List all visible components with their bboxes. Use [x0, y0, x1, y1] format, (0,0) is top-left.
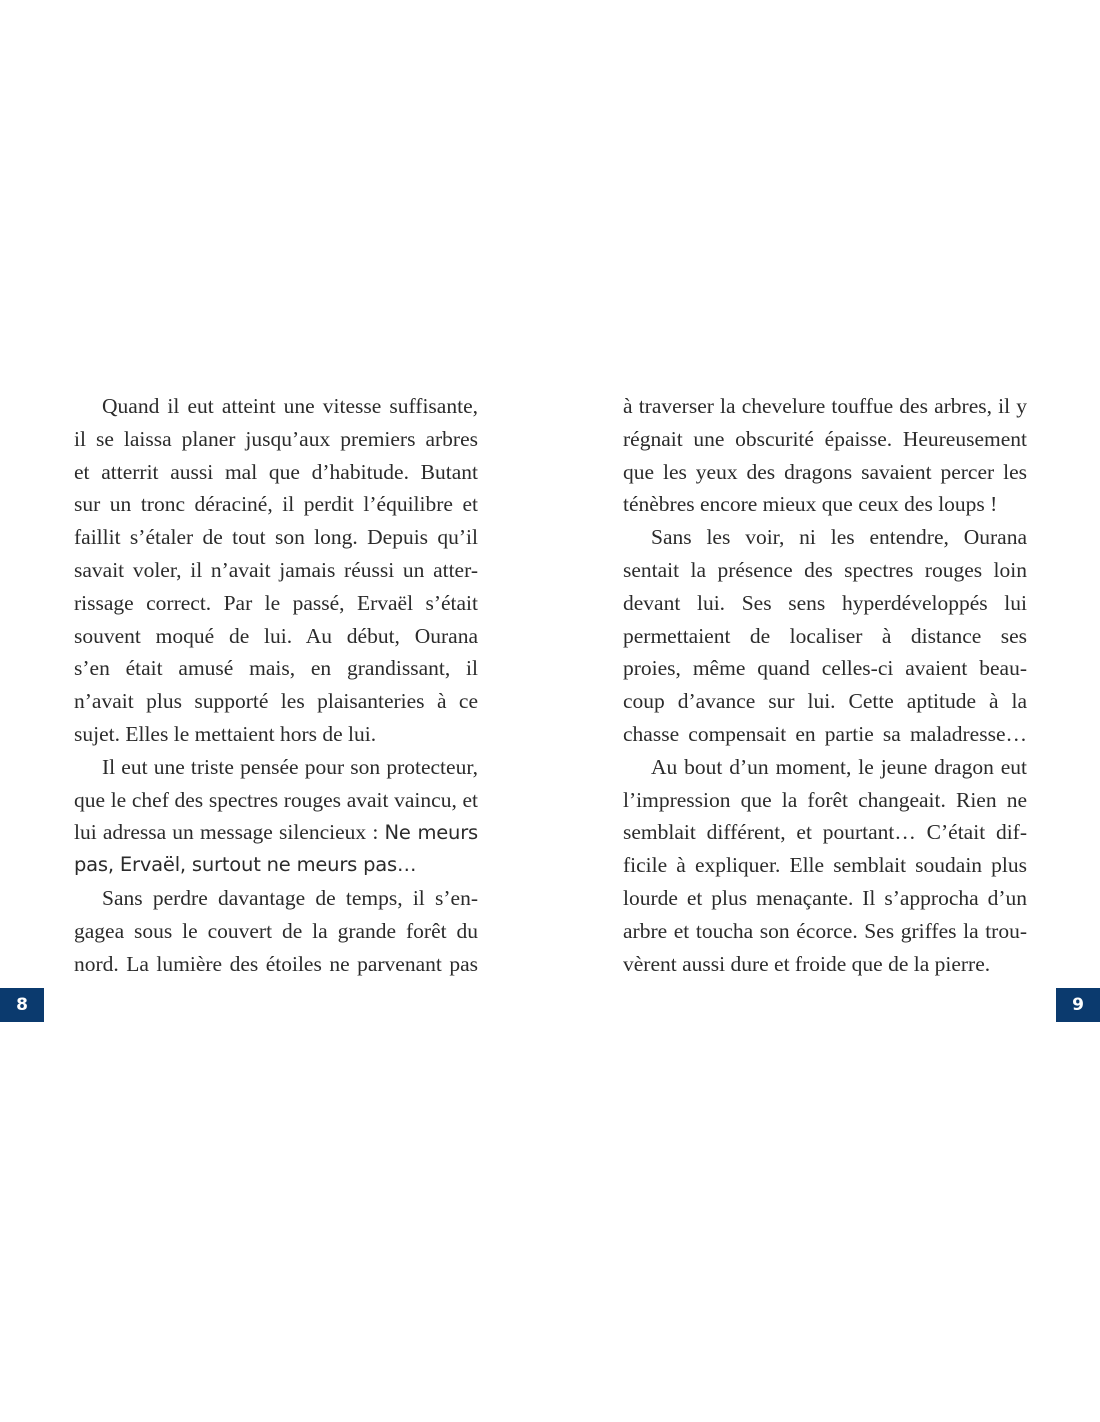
text-line: permettaient de localiser à distance ses: [623, 623, 1027, 648]
text-line: ficile à expliquer. Elle semblait soudain plus: [623, 853, 1027, 878]
text-line: que le chef des spectres rouges avait vaincu, et: [74, 787, 478, 812]
text-line: nord. La lumière des étoiles ne parvenant pas: [74, 951, 478, 976]
page-number-left: 8: [0, 988, 44, 1022]
page-number-right: 9: [1056, 988, 1100, 1022]
text-line: sentait la présence des spectres rouges loin: [623, 557, 1027, 582]
text-line: Sans les voir, ni les entendre, Ourana: [651, 525, 1027, 550]
text-line: à traverser la chevelure touffue des arbres, il y: [623, 394, 1027, 418]
telepathic-message: pas, Ervaël, surtout ne meurs pas…: [74, 853, 417, 877]
text-line: savait voler, il n’avait jamais réussi un atter-: [74, 557, 478, 582]
text-line: régnait une obscurité épaisse. Heureusement: [623, 426, 1027, 451]
text-line: chasse compensait en partie sa maladresse…: [623, 721, 1027, 746]
text-line: que les yeux des dragons savaient percer les: [623, 459, 1027, 484]
text-line: et atterrit aussi mal que d’habitude. Butant: [74, 459, 478, 484]
text-line: gagea sous le couvert de la grande forêt du: [74, 918, 478, 943]
text-line: Au bout d’un moment, le jeune dragon eut: [651, 754, 1027, 779]
text-segment: lui adressa un message silencieux :: [74, 820, 385, 845]
text-line: proies, même quand celles-ci avaient beau-: [623, 656, 1027, 681]
text-line: ténèbres encore mieux que ceux des loups !: [623, 492, 998, 517]
text-line: il se laissa planer jusqu’aux premiers arbres: [74, 426, 478, 451]
text-line: n’avait plus supporté les plaisanteries à ce: [74, 689, 478, 714]
text-line: souvent moqué de lui. Au début, Ourana: [74, 623, 478, 648]
text-line: arbre et toucha son écorce. Ses griffes la trou-: [623, 918, 1027, 943]
text-line: semblait différent, et pourtant… C’était dif-: [623, 820, 1027, 845]
telepathic-message: Ne meurs: [384, 821, 478, 845]
right-page-text: [623, 390, 1027, 980]
text-line: devant lui. Ses sens hyperdéveloppés lui: [623, 590, 1027, 615]
text-line: vèrent aussi dure et froide que de la pierre.: [623, 951, 991, 976]
text-line: lourde et plus menaçante. Il s’approcha d’un: [623, 885, 1027, 910]
text-line: sur un tronc déraciné, il perdit l’équilibre et: [74, 492, 478, 517]
text-line: Sans perdre davantage de temps, il s’en-: [102, 885, 478, 910]
text-line: sujet. Elles le mettaient hors de lui.: [74, 721, 377, 746]
text-line: rissage correct. Par le passé, Ervaël s’était: [74, 590, 478, 615]
text-line: s’en était amusé mais, en grandissant, il: [74, 656, 478, 681]
text-line: Quand il eut atteint une vitesse suffisante,: [102, 394, 478, 418]
text-line: faillit s’étaler de tout son long. Depuis qu’il: [74, 525, 478, 550]
text-line-mixed: [74, 816, 478, 849]
text-line: Il eut une triste pensée pour son protecteur,: [102, 754, 478, 779]
left-page-text: [74, 390, 478, 980]
text-line: coup d’avance sur lui. Cette aptitude à la: [623, 689, 1027, 714]
text-line: l’impression que la forêt changeait. Rien ne: [623, 787, 1027, 812]
